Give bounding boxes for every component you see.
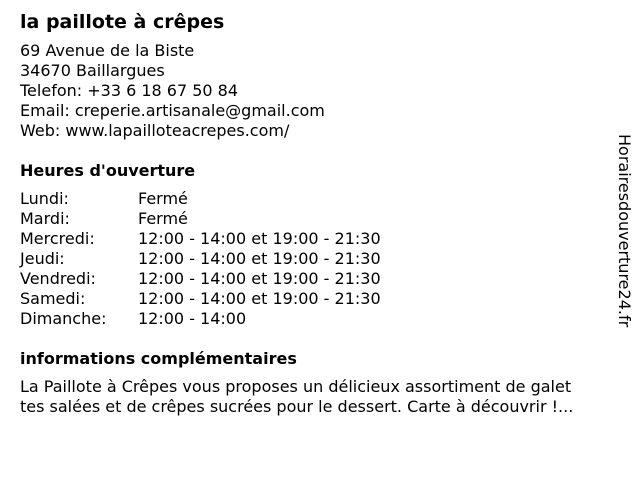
hours-day: Jeudi: [20,249,65,268]
hours-day: Lundi: [20,189,69,208]
description-line: La Paillote à Crêpes vous proposes un délicieux assortiment de galet [20,377,572,396]
description-line: tes salées et de crêpes sucrées pour le dessert. Carte à découvrir !... [20,397,574,416]
opening-hours-heading: Heures d'ouverture [20,161,196,180]
hours-day: Samedi: [20,289,86,308]
hours-day: Dimanche: [20,309,107,328]
hours-row [20,229,620,249]
hours-time: 12:00 - 14:00 [138,309,247,328]
business-name: la paillote à crêpes [20,11,225,33]
hours-row [20,209,620,229]
hours-time: Fermé [138,189,188,208]
hours-time: 12:00 - 14:00 et 19:00 - 21:30 [138,229,381,248]
address-city: 34670 Baillargues [20,61,165,80]
hours-row [20,269,620,289]
hours-time: Fermé [138,209,188,228]
opening-hours-table [20,189,620,329]
hours-day: Vendredi: [20,269,96,288]
watermark-text: Horairesdouverture24.fr [615,134,634,328]
hours-day: Mardi: [20,209,70,228]
hours-time: 12:00 - 14:00 et 19:00 - 21:30 [138,269,381,288]
hours-time: 12:00 - 14:00 et 19:00 - 21:30 [138,249,381,268]
hours-day: Mercredi: [20,229,95,248]
additional-info-heading: informations complémentaires [20,349,297,368]
hours-row [20,189,620,209]
hours-row [20,309,620,329]
web-line: Web: www.lapailloteacrepes.com/ [20,121,290,140]
phone-line: Telefon: +33 6 18 67 50 84 [20,81,239,100]
hours-row [20,249,620,269]
hours-time: 12:00 - 14:00 et 19:00 - 21:30 [138,289,381,308]
business-card [20,10,620,417]
hours-row [20,289,620,309]
email-line: Email: creperie.artisanale@gmail.com [20,101,325,120]
address-street: 69 Avenue de la Biste [20,41,195,60]
